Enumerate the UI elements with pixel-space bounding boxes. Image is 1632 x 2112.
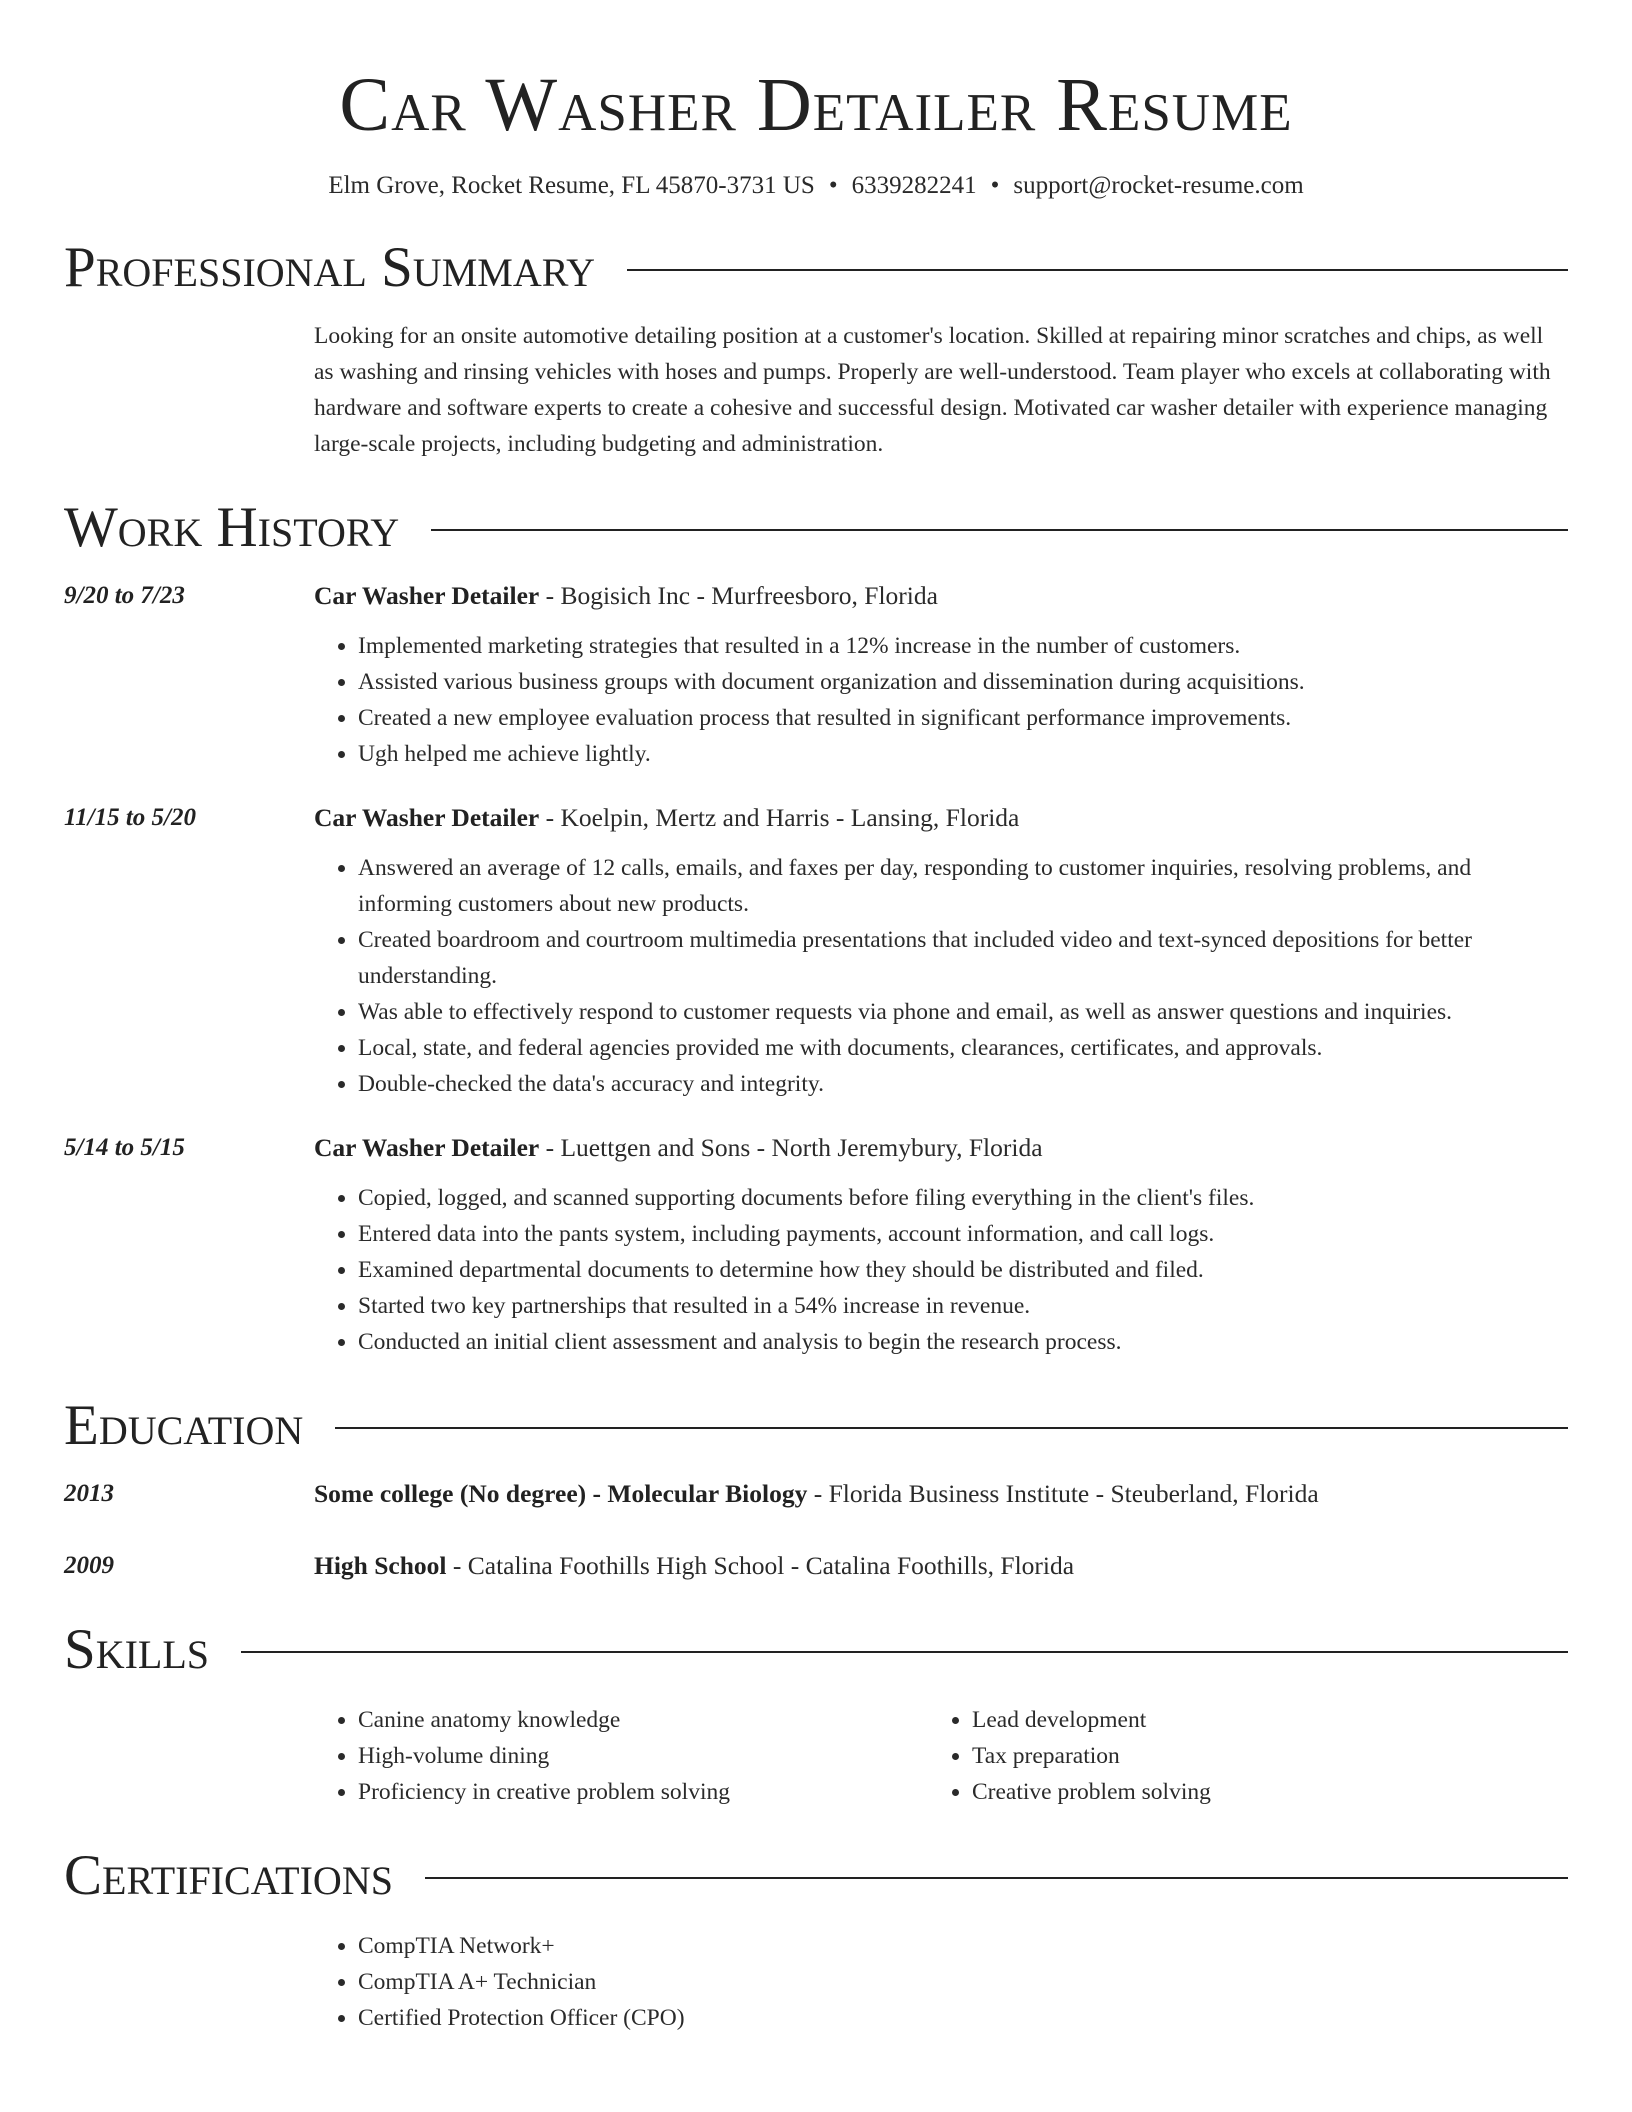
section-divider [627, 269, 1568, 271]
skills-column-left [314, 1702, 928, 1810]
certification-item: • CompTIA Network+ [358, 1928, 1568, 1964]
skill-item: • Canine anatomy knowledge [358, 1702, 928, 1738]
education-heading [314, 1476, 1319, 1512]
list-item: • Created boardroom and courtroom multimedia presentations that included video and text-synced depositions for better understanding. [358, 922, 1568, 994]
summary-text: Looking for an onsite automotive detailing position at a customer's location. Skilled at repairing minor scratches and chips, as well as washing and rinsing vehicles with hoses and pumps. Properly are well-understood. Team player who excels at collaborating with hardware and software experts to create a cohesive and successful design. Motivated car washer detailer with experience managing large-scale projects, including budgeting and administration. [314, 323, 1551, 457]
job-bullets [314, 628, 1568, 772]
list-item: • Created a new employee evaluation process that resulted in significant performance improvements. [358, 700, 1568, 736]
list-item: • Double-checked the data's accuracy and integrity. [358, 1066, 1568, 1102]
education-entry [64, 1476, 1568, 1512]
list-item: • Implemented marketing strategies that resulted in a 12% increase in the number of customers. [358, 628, 1568, 664]
job-dates: 5/14 to 5/15 [64, 1134, 185, 1161]
education-details: - Florida Business Institute - Steuberland, Florida [807, 1479, 1319, 1508]
list-item: • Ugh helped me achieve lightly. [358, 736, 1568, 772]
list-item: • Copied, logged, and scanned supporting documents before filing everything in the client's files. [358, 1180, 1568, 1216]
section-divider [431, 529, 1568, 531]
section-header-skills [64, 1618, 1568, 1682]
education-degree: High School [314, 1551, 447, 1580]
certifications-list [314, 1928, 1568, 2036]
section-divider [335, 1427, 1568, 1429]
list-item: • Started two key partnerships that resulted in a 54% increase in revenue. [358, 1288, 1568, 1324]
skill-item: • Proficiency in creative problem solving [358, 1774, 928, 1810]
certification-item: • CompTIA A+ Technician [358, 1964, 1568, 2000]
contact-email: support@rocket-resume.com [1013, 172, 1304, 199]
contact-separator: • [990, 172, 1000, 199]
certification-item: • Certified Protection Officer (CPO) [358, 2000, 1568, 2036]
education-heading [314, 1548, 1074, 1584]
job-dates: 9/20 to 7/23 [64, 582, 185, 609]
contact-line [64, 170, 1568, 202]
certifications-items [314, 1928, 1568, 2036]
section-header-certifications [64, 1844, 1568, 1908]
job-heading [314, 578, 1568, 614]
contact-address: Elm Grove, Rocket Resume, FL 45870-3731 US [328, 172, 815, 199]
section-title-skills: Skills [64, 1618, 210, 1681]
resume-title: Car Washer Detailer Resume [339, 63, 1293, 147]
job-details: - Koelpin, Mertz and Harris - Lansing, Florida [539, 803, 1020, 832]
section-title-certifications: Certifications [64, 1844, 393, 1907]
job-title: Car Washer Detailer [314, 1133, 540, 1162]
list-item: • Entered data into the pants system, including payments, account information, and call logs. [358, 1216, 1568, 1252]
contact-phone: 6339282241 [851, 172, 977, 199]
list-item: • Conducted an initial client assessment and analysis to begin the research process. [358, 1324, 1568, 1360]
skills-list [314, 1702, 1568, 1810]
job-bullets [314, 1180, 1568, 1360]
list-item: • Local, state, and federal agencies provided me with documents, clearances, certificates, and approvals. [358, 1030, 1568, 1066]
job-heading [314, 1130, 1568, 1166]
list-item: • Was able to effectively respond to customer requests via phone and email, as well as answer questions and inquiries. [358, 994, 1568, 1030]
section-title-education: Education [64, 1394, 304, 1457]
section-divider [241, 1651, 1568, 1653]
skill-item: • Lead development [972, 1702, 1542, 1738]
list-item: • Examined departmental documents to determine how they should be distributed and filed. [358, 1252, 1568, 1288]
list-item: • Assisted various business groups with document organization and dissemination during acquisitions. [358, 664, 1568, 700]
section-divider [425, 1877, 1568, 1879]
job-dates: 11/15 to 5/20 [64, 804, 196, 831]
skill-item: • Tax preparation [972, 1738, 1542, 1774]
job-heading [314, 800, 1568, 836]
job-entry [64, 1130, 1568, 1360]
job-details: - Luettgen and Sons - North Jeremybury, Florida [539, 1133, 1043, 1162]
education-year: 2013 [64, 1480, 114, 1507]
education-details: - Catalina Foothills High School - Catalina Foothills, Florida [446, 1551, 1075, 1580]
job-entry [64, 800, 1568, 1102]
skill-item: • Creative problem solving [972, 1774, 1542, 1810]
education-year: 2009 [64, 1552, 114, 1579]
section-header-summary [64, 236, 1568, 300]
skills-column-right [928, 1702, 1542, 1810]
contact-separator: • [828, 172, 838, 199]
list-item: • Answered an average of 12 calls, emails, and faxes per day, responding to customer inquiries, resolving problems, and informing customers about new products. [358, 850, 1568, 922]
education-degree: Some college (No degree) - Molecular Biology [314, 1479, 808, 1508]
job-details: - Bogisich Inc - Murfreesboro, Florida [539, 581, 938, 610]
job-title: Car Washer Detailer [314, 581, 540, 610]
education-entry [64, 1548, 1568, 1584]
job-entry [64, 578, 1568, 772]
section-header-work [64, 496, 1568, 560]
job-title: Car Washer Detailer [314, 803, 540, 832]
section-header-education [64, 1394, 1568, 1458]
section-title-work: Work History [64, 496, 400, 559]
job-bullets [314, 850, 1568, 1102]
section-title-summary: Professional Summary [64, 236, 596, 299]
skill-item: • High-volume dining [358, 1738, 928, 1774]
